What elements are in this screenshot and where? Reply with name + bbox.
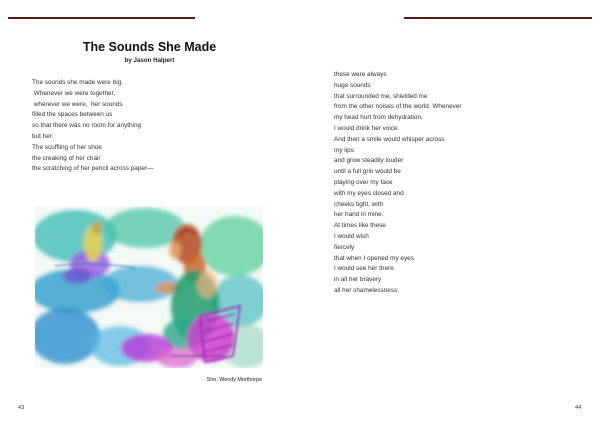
poem-line: cheeks tight, with: [334, 200, 384, 208]
poem-line: my head hurt from dehydration,: [334, 114, 423, 122]
watercolor-painting: [35, 206, 263, 368]
poem-text-left: [32, 78, 272, 175]
poem-line: that surrounded me, shielded me: [334, 92, 428, 100]
poem-line: wherever we were, her sounds: [32, 100, 123, 108]
poem-line: these were always: [334, 71, 387, 78]
poem-line: filled the spaces between us: [32, 111, 113, 119]
poem-line: fiercely: [334, 243, 355, 251]
poem-line: with my eyes closed and: [334, 189, 404, 197]
poem-line: the creaking of her chair: [32, 154, 101, 162]
poem-byline: by Jason Halpert: [124, 57, 175, 64]
poem-line: At times like these: [334, 222, 386, 230]
poem-line: I would wish: [334, 232, 369, 240]
poem-line: Whenever we were together,: [32, 89, 116, 97]
poem-line: and grow steadily louder: [334, 157, 404, 165]
painting-caption: She, Wendy Morthorpe: [206, 377, 262, 383]
poem-line: The scuffling of her shoe: [32, 143, 102, 151]
poem-line: I would see her there: [334, 265, 394, 273]
poem-line: The sounds she made were big.: [32, 79, 123, 86]
poem-line: her hand in mine.: [334, 211, 384, 219]
poem-line: playing over my face: [334, 178, 393, 186]
poem-line: all her shamelessness.: [334, 286, 400, 294]
poem-line: but her.: [32, 132, 54, 140]
poem-title: The Sounds She Made: [82, 40, 217, 54]
header-rule-left: [8, 17, 195, 19]
page-number-left: 43: [18, 405, 25, 411]
poem-line: in all her bravery: [334, 276, 382, 284]
poem-line: from the other noises of the world. Whenever: [334, 103, 462, 111]
poem-line: I would drink her voice.: [334, 124, 400, 132]
poem-line: my lips: [334, 146, 354, 154]
poem-line: that when I opened my eyes: [334, 254, 414, 262]
poem-text-right: [334, 70, 574, 297]
poem-line: the scratching of her pencil across paper—: [32, 165, 154, 173]
poem-line: And then a smile would whisper across: [334, 135, 445, 143]
poem-line: until a full grin would be: [334, 168, 401, 176]
poem-line: so that there was no room for anything: [32, 122, 142, 130]
poem-line: huge sounds: [334, 81, 371, 89]
page-number-right: 44: [575, 405, 582, 411]
header-rule-right: [404, 17, 592, 19]
